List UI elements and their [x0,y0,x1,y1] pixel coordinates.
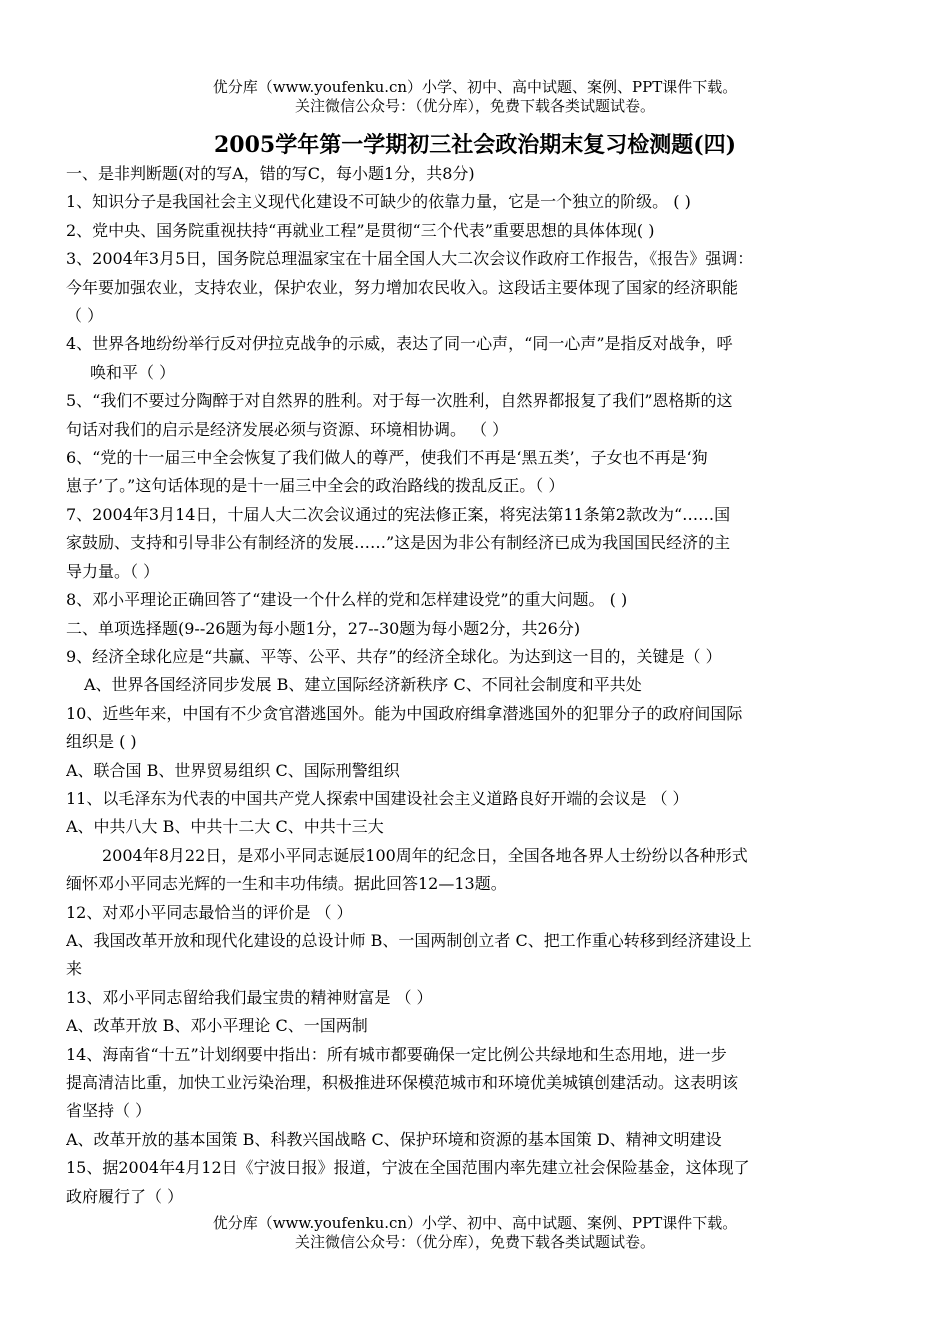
question-2: 2、党中央、国务院重视扶持“再就业工程”是贯彻“三个代表”重要思想的具体体现( ) [66,220,655,240]
question-15: 15、据2004年4月12日《宁波日报》报道，宁波在全国范围内率先建立社会保险基金，这体现了 [66,1158,750,1178]
question-6-cont: 崽子’了。”这句话体现的是十一届三中全会的政治路线的拨乱反正。（ ） [66,476,565,496]
question-13-options: A、改革开放 B、邓小平理论 C、一国两制 [66,1016,368,1036]
question-3: 3、2004年3月5日，国务院总理温家宝在十届全国人大二次会议作政府工作报告，《报告》强调： [66,249,754,269]
page-title: 2005学年第一学期初三社会政治期末复习检测题(四) [213,132,737,158]
question-14-options: A、改革开放的基本国策 B、科教兴国战略 C、保护环境和资源的基本国策 D、精神文明建设 [66,1129,722,1149]
question-10-cont: 组织是 ( ) [66,732,137,752]
question-9: 9、经济全球化应是“共赢、平等、公平、共存”的经济全球化。为达到这一目的，关键是（ ） [66,646,722,666]
question-10: 10、近些年来，中国有不少贪官潜逃国外。能为中国政府缉拿潜逃国外的犯罪分子的政府间国际 [66,703,743,723]
question-5-cont: 句话对我们的启示是经济发展必须与资源、环境相协调。 （ ） [66,419,509,439]
exam-body [66,160,888,1211]
section-heading-choice: 二、单项选择题(9--26题为每小题1分，27--30题为每小题2分，共26分) [66,618,581,638]
question-7-cont: 家鼓励、支持和引导非公有制经济的发展……”这是因为非公有制经济已成为我国国民经济的主 [66,533,731,553]
question-14-cont: 提高清洁比重，加快工业污染治理，积极推进环保模范城市和环境优美城镇创建活动。这表明该 [66,1073,739,1092]
section-heading-judgement: 一、是非判断题(对的写A，错的写C，每小题1分，共8分) [66,164,475,183]
question-4: 4、世界各地纷纷举行反对伊拉克战争的示威，表达了同一心声，“同一心声”是指反对战争，呼 [66,334,733,354]
question-3-answer: （ ） [66,306,104,326]
question-12-options: A、我国改革开放和现代化建设的总设计师 B、一国两制创立者 C、把工作重心转移到经济建设上 [66,930,752,950]
header-line-2: 关注微信公众号：（优分库），免费下载各类试题试卷。 [294,97,655,115]
question-14: 14、海南省“十五”计划纲要中指出：所有城市都要确保一定比例公共绿地和生态用地，进一步 [66,1044,727,1064]
material-paragraph-cont: 缅怀邓小平同志光辉的一生和丰功伟绩。据此回答12—13题。 [66,874,507,894]
question-11-options: A、中共八大 B、中共十二大 C、中共十三大 [66,817,384,837]
question-4-cont: 唤和平（ ） [90,362,176,382]
question-13: 13、邓小平同志留给我们最宝贵的精神财富是 （ ） [66,987,433,1007]
question-6: 6、“党的十一届三中全会恢复了我们做人的尊严，使我们不再是‘黑五类’，子女也不再是‘狗 [66,448,708,468]
question-1: 1、知识分子是我国社会主义现代化建设不可缺少的依靠力量，它是一个独立的阶级。 ( ) [66,192,691,212]
question-5: 5、“我们不要过分陶醉于对自然界的胜利。对于每一次胜利，自然界都报复了我们”恩格斯的这 [66,391,733,411]
question-12-options-cont: 来 [66,959,83,979]
material-paragraph: 2004年8月22日，是邓小平同志诞辰100周年的纪念日，全国各地各界人士纷纷以各种形式 [102,845,748,865]
question-9-options: A、世界各国经济同步发展 B、建立国际经济新秩序 C、不同社会制度和平共处 [84,675,642,695]
question-8: 8、邓小平理论正确回答了“建设一个什么样的党和怎样建设党”的重大问题。 ( ) [66,590,628,610]
footer-line-2: 关注微信公众号：（优分库），免费下载各类试题试卷。 [294,1233,655,1251]
question-3-cont: 今年要加强农业，支持农业，保护农业，努力增加农民收入。这段话主要体现了国家的经济职能 [66,277,739,297]
question-14-cont-2: 省坚持（ ） [66,1101,152,1121]
question-10-options: A、联合国 B、世界贸易组织 C、国际刑警组织 [66,760,400,780]
question-11: 11、以毛泽东为代表的中国共产党人探索中国建设社会主义道路良好开端的会议是 （ ） [66,788,689,808]
question-12: 12、对邓小平同志最恰当的评价是 （ ） [66,902,353,922]
footer-line-1: 优分库（www.youfenku.cn）小学、初中、高中试题、案例、PPT课件下载。 [212,1214,738,1232]
question-7: 7、2004年3月14日，十届人大二次会议通过的宪法修正案，将宪法第11条第2款改为“……国 [66,504,731,524]
question-15-cont: 政府履行了（ ） [66,1186,184,1206]
header-line-1: 优分库（www.youfenku.cn）小学、初中、高中试题、案例、PPT课件下载。 [212,78,738,96]
question-7-cont-2: 导力量。（ ） [66,561,160,581]
